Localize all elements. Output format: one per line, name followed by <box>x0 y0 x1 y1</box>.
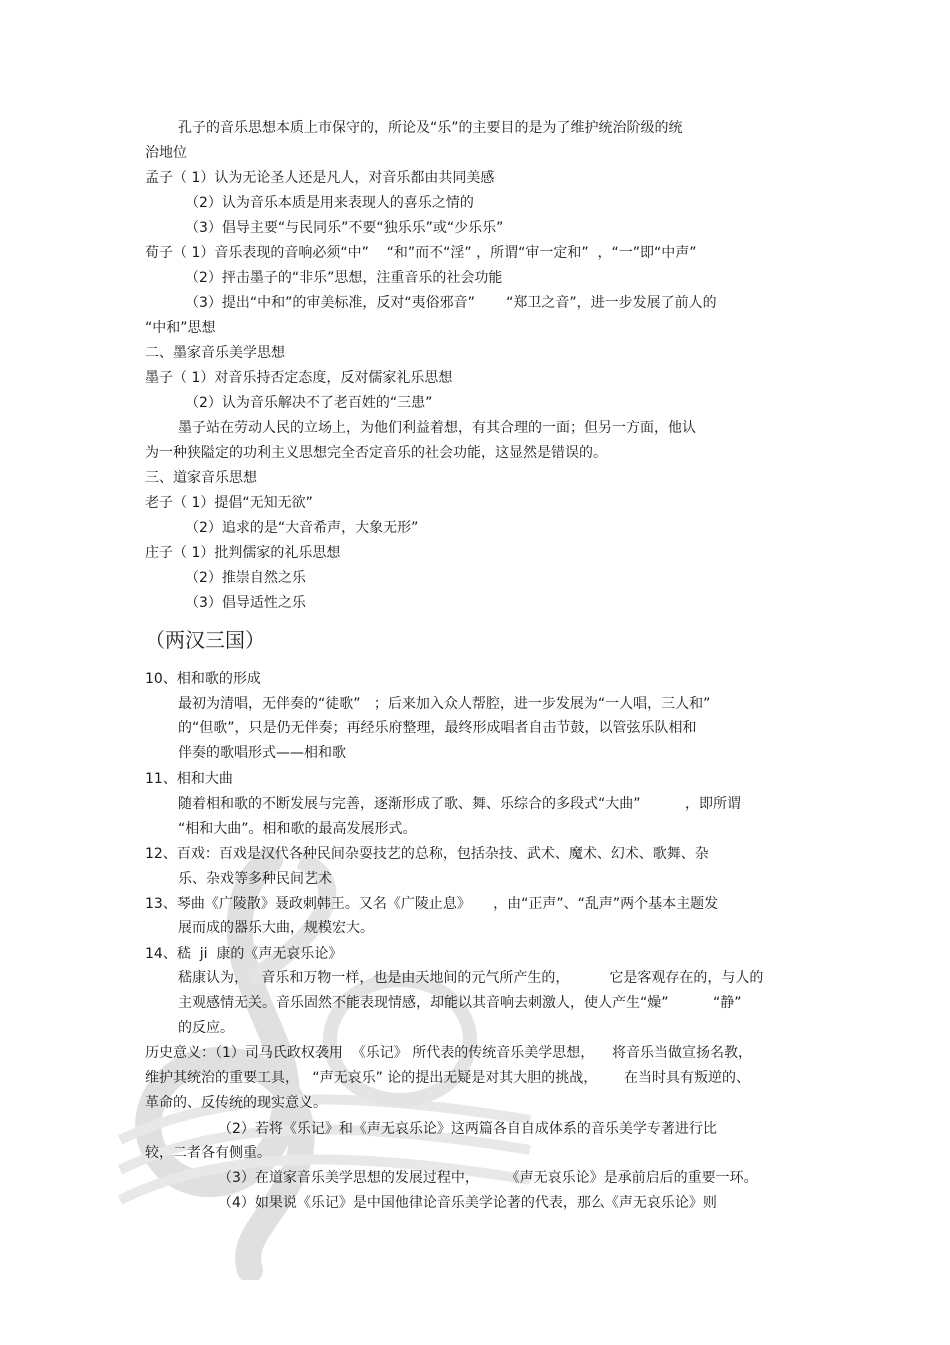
text-line: （2）若将《乐记》和《声无哀乐论》这两篇各自自成体系的音乐美学专著进行比 <box>218 1121 717 1137</box>
text-line: 的“但歌”，只是仍无伴奏；再经乐府整理，最终形成唱者自击节鼓，以管弦乐队相和 <box>178 720 697 736</box>
text-line: （3）提出“中和”的审美标准，反对“夷俗邪音” “郑卫之音”，进一步发展了前人的 <box>185 295 717 311</box>
item-title: 11、相和大曲 <box>145 771 233 787</box>
text-line: 历史意义：（1）司马氏政权袭用 《乐记》 所代表的传统音乐美学思想， 将音乐当做宣扬名教， <box>145 1045 753 1061</box>
text-line: （3）倡导适性之乐 <box>185 595 306 611</box>
text-line: 展而成的器乐大曲，规模宏大。 <box>178 920 374 936</box>
text-line: 的反应。 <box>178 1020 234 1036</box>
text-line: 荀子（ 1）音乐表现的音响必须“中” “和”而不“淫” ，所谓“审一定和” ，“一”即“中声” <box>145 245 697 261</box>
text-line: 嵇康认为， 音乐和万物一样，也是由天地间的元气所产生的， 它是客观存在的，与人的 <box>178 970 764 986</box>
item-title: 10、相和歌的形成 <box>145 671 261 687</box>
text-line: “相和大曲”。相和歌的最高发展形式。 <box>178 821 417 837</box>
text-line: 老子（ 1）提倡“无知无欲” <box>145 495 313 511</box>
text-line: 墨子（ 1）对音乐持否定态度，反对儒家礼乐思想 <box>145 370 453 386</box>
item-title: 14、嵇 ji 康的《声无哀乐论》 <box>145 946 343 962</box>
text-line: （2）抨击墨子的“非乐”思想，注重音乐的社会功能 <box>185 270 503 286</box>
text-line: 最初为清唱，无伴奏的“徒歌” ；后来加入众人帮腔，进一步发展为“一人唱，三人和” <box>178 696 711 712</box>
text-line: 革命的、反传统的现实意义。 <box>145 1095 327 1111</box>
text-line: 随着相和歌的不断发展与完善，逐渐形成了歌、舞、乐综合的多段式“大曲” ，即所谓 <box>178 796 742 812</box>
text-line: 孔子的音乐思想本质上市保守的，所论及“乐”的主要目的是为了维护统治阶级的统 <box>178 120 683 136</box>
text-line: （3）在道家音乐美学思想的发展过程中， 《声无哀乐论》是承前启后的重要一环。 <box>218 1170 758 1186</box>
item-title: 12、百戏：百戏是汉代各种民间杂耍技艺的总称，包括杂技、武术、魔术、幻术、歌舞、杂 <box>145 846 709 862</box>
text-line: 为一种狭隘定的功利主义思想完全否定音乐的社会功能，这显然是错误的。 <box>145 445 607 461</box>
text-line: 较，二者各有侧重。 <box>145 1145 271 1161</box>
section-heading: 三、道家音乐思想 <box>145 470 257 486</box>
text-line: （2）推崇自然之乐 <box>185 570 306 586</box>
text-line: （4）如果说《乐记》是中国他律论音乐美学论著的代表，那么《声无哀乐论》则 <box>218 1195 717 1211</box>
section-heading: 二、墨家音乐美学思想 <box>145 345 285 361</box>
text-line: 维护其统治的重要工具， “声无哀乐” 论的提出无疑是对其大胆的挑战， 在当时具有叛逆的、 <box>145 1070 751 1086</box>
text-line: 墨子站在劳动人民的立场上，为他们利益着想，有其合理的一面；但另一方面，他认 <box>178 420 696 436</box>
text-line: 治地位 <box>145 145 187 161</box>
text-line: （2）认为音乐本质是用来表现人的喜乐之情的 <box>185 195 474 211</box>
text-line: 庄子（ 1）批判儒家的礼乐思想 <box>145 545 341 561</box>
text-line: （2）认为音乐解决不了老百姓的“三患” <box>185 395 433 411</box>
text-line: （2）追求的是“大音希声，大象无形” <box>185 520 419 536</box>
text-line: 伴奏的歌唱形式——相和歌 <box>178 745 346 761</box>
text-line: （3）倡导主要“与民同乐”不要“独乐乐”或“少乐乐” <box>185 220 504 236</box>
text-line: 主观感情无关。音乐固然不能表现情感，却能以其音响去刺激人，使人产生“燥” “静” <box>178 995 742 1011</box>
text-line: 孟子（ 1）认为无论圣人还是凡人，对音乐都由共同美感 <box>145 170 495 186</box>
text-line: 乐、杂戏等多种民间艺术 <box>178 871 332 887</box>
text-line: “中和”思想 <box>145 320 216 336</box>
item-title: 13、琴曲《广陵散》聂政刺韩王。又名《广陵止息》 ，由“正声”、“乱声”两个基本主题发 <box>145 896 719 912</box>
period-heading: （两汉三国） <box>145 628 265 652</box>
